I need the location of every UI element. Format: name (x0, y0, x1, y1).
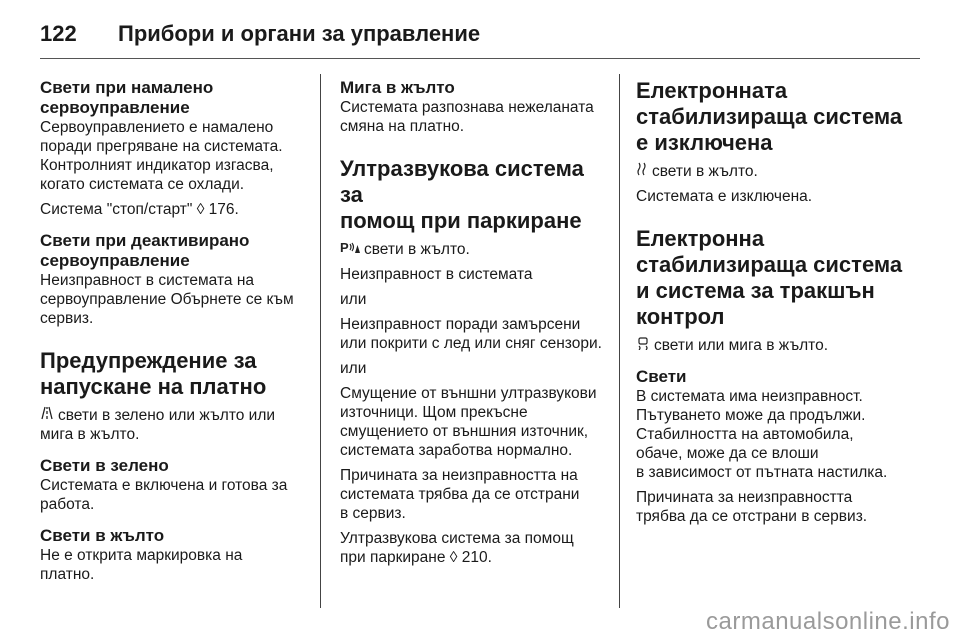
cross-reference: Ултразвукова система за помощ при паркиране ◊ 210. (340, 530, 574, 566)
svg-text:P: P (340, 240, 349, 254)
paragraph: Системата е включена и готова за работа. (40, 477, 288, 513)
paragraph: P свети в жълто. (340, 240, 470, 258)
section-heading: Електронна стабилизираща система и система за тракшън контрол (636, 226, 903, 329)
section-heading: Предупреждение за напускане на платно (40, 348, 267, 399)
column-2 (340, 78, 612, 573)
lane-departure-icon (40, 406, 54, 425)
page-title: Прибори и органи за управление (118, 21, 481, 46)
section-title: Свети при деактивирано сервоуправление (40, 231, 250, 270)
paragraph: или (340, 360, 367, 377)
paragraph: свети или мига в жълто. (636, 336, 920, 355)
paragraph: Неизправност поради замърсени или покрити с лед или сняг сензори. (340, 316, 602, 352)
esp-icon (636, 336, 650, 355)
paragraph: Неизправност в системата (340, 266, 533, 283)
section-title: Свети (636, 367, 687, 386)
cross-reference: Система "стоп/старт" ◊ 176. (40, 201, 239, 218)
column-1 (40, 78, 310, 590)
paragraph: Причината за неизправността на системата трябва да се отстрани в сервиз. (340, 467, 580, 522)
paragraph: В системата има неизправност. Пътуването може да продължи. Стабилността на автомобила, обаче, може да се влоши в зависимост от пътната настилка. (636, 388, 888, 481)
section-heading: Електронната стабилизираща система е изключена (636, 78, 903, 155)
paragraph: Причината за неизправността трябва да се отстрани в сервиз. (636, 489, 868, 525)
paragraph: свети в жълто. (636, 162, 920, 181)
column-divider-2 (619, 74, 620, 608)
section-heading: Ултразвукова система за помощ при паркиране (340, 156, 584, 233)
column-3 (636, 78, 920, 532)
esp-off-icon (636, 162, 648, 181)
paragraph: Смущение от външни ултразвукови източници. Щом прекъсне смущението от външния източник, системата заработва нормално. (340, 385, 597, 459)
page-header (40, 10, 920, 58)
parking-assist-icon (340, 240, 360, 259)
section-title: Свети в жълто (40, 526, 165, 545)
section-title: Свети при намалено сервоуправление (40, 78, 214, 117)
paragraph: Сервоуправлението е намалено поради прегряване на системата. Контролният индикатор изгасва, когато системата се охлади. (40, 119, 283, 193)
watermark: carmanualsonline.info (706, 608, 950, 635)
paragraph: или (340, 291, 367, 308)
paragraph: свети в зелено или жълто или мига в жълто. (40, 407, 276, 443)
paragraph: Системата е изключена. (636, 188, 813, 205)
paragraph: Неизправност в системата на сервоуправление Обърнете се към сервиз. (40, 272, 294, 327)
page-number: 122 (40, 21, 77, 46)
paragraph: Не е открита маркировка на платно. (40, 547, 243, 583)
column-divider-1 (320, 74, 321, 608)
paragraph: Системата разпознава нежеланата смяна на платно. (340, 99, 594, 135)
header-rule (40, 58, 920, 59)
section-title: Мига в жълто (340, 78, 455, 97)
section-title: Свети в зелено (40, 456, 169, 475)
